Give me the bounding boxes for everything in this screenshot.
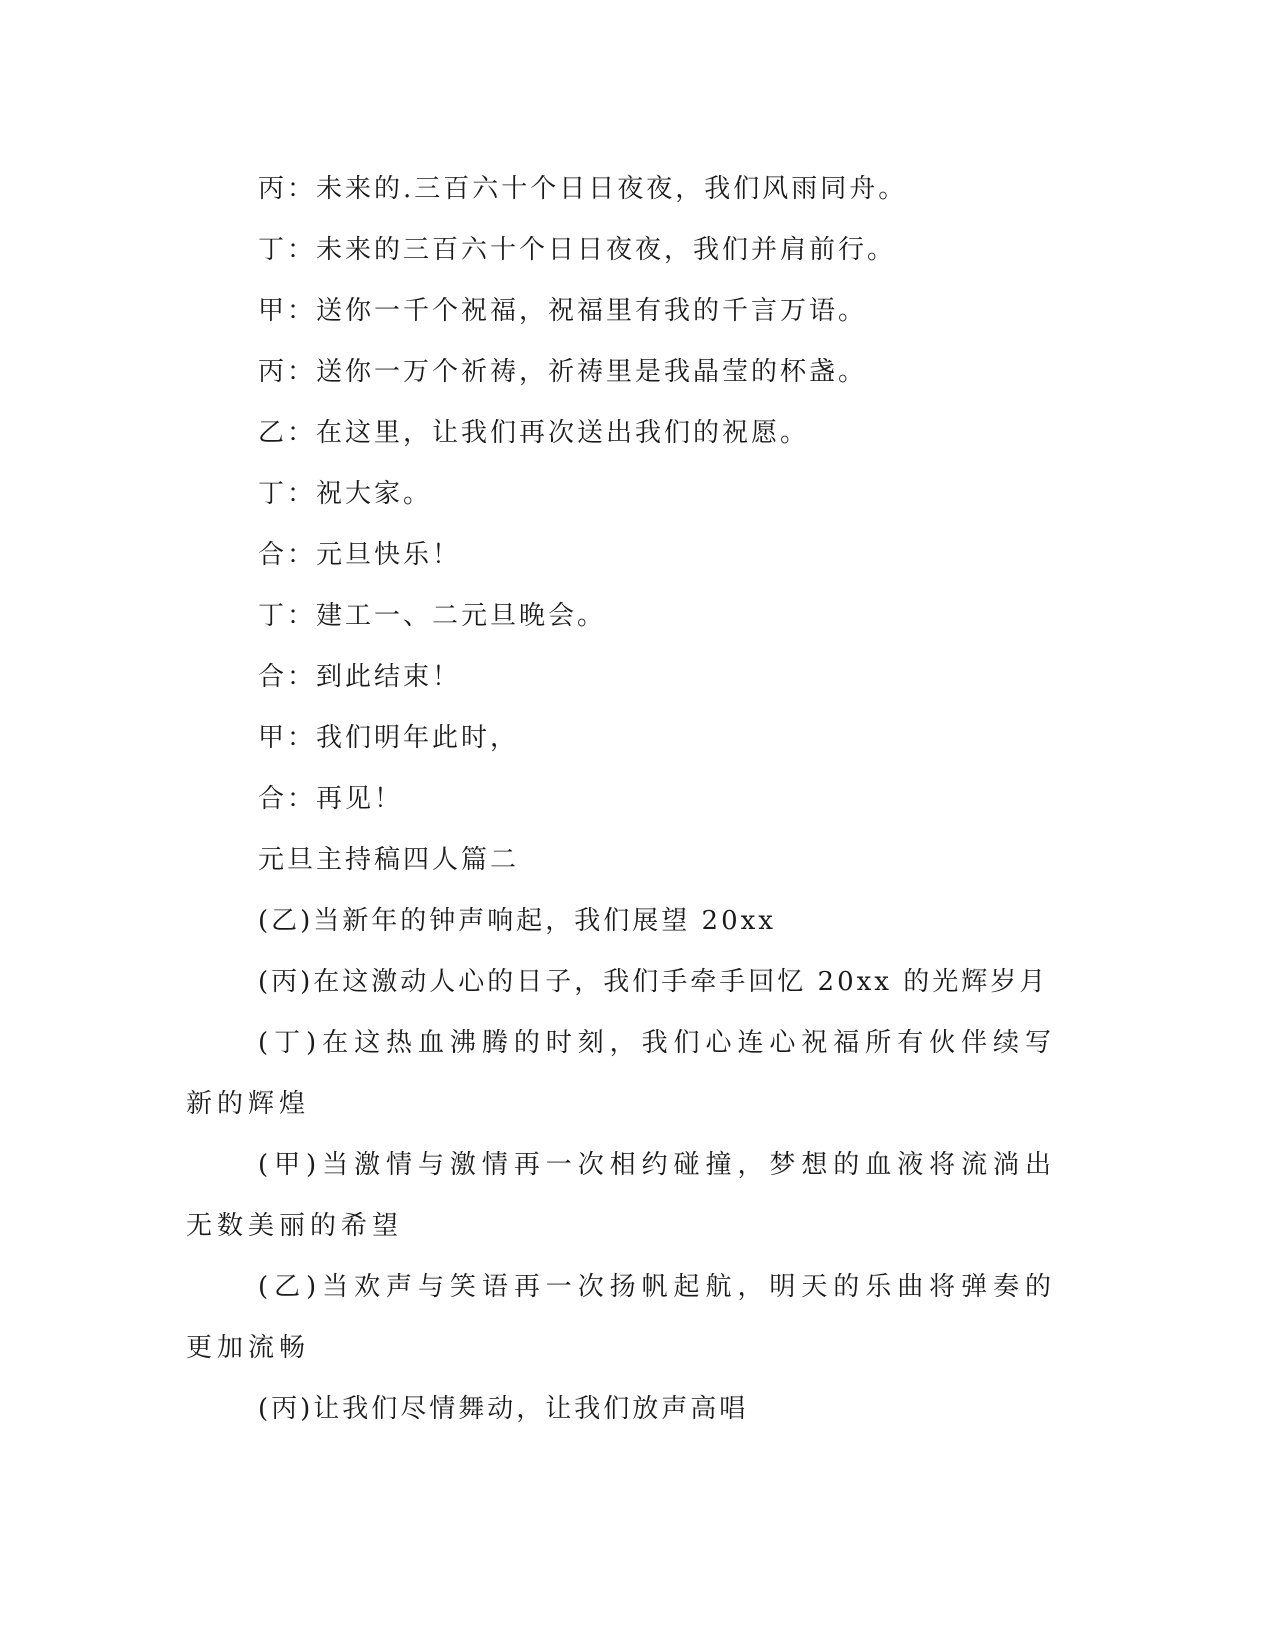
script-line-5: 乙：在这里，让我们再次送出我们的祝愿。 [258,418,810,448]
script-line-1: 丙：未来的.三百六十个日日夜夜，我们风雨同舟。 [258,174,908,204]
script-line-11: 合：再见！ [258,784,404,814]
script-line-7: 合：元旦快乐！ [258,540,462,570]
section-heading: 元旦主持稿四人篇二 [258,845,520,875]
script-line-13: (丙)在这激动人心的日子，我们手牵手回忆 20xx 的光辉岁月 [258,967,1049,997]
script-line-2: 丁：未来的三百六十个日日夜夜，我们并肩前行。 [258,235,897,265]
script-line-4: 丙：送你一万个祈祷，祈祷里是我晶莹的杯盏。 [258,357,868,387]
script-line-10: 甲：我们明年此时， [258,723,520,753]
script-paragraph-1: (丁)在这热血沸腾的时刻，我们心连心祝福所有伙伴续写新的辉煌 [186,1028,1056,1119]
script-line-9: 合：到此结束！ [258,662,462,692]
script-line-6: 丁：祝大家。 [258,479,433,509]
script-line-last: (丙)让我们尽情舞动，让我们放声高唱 [258,1394,749,1424]
script-paragraph-3: (乙)当欢声与笑语再一次扬帆起航，明天的乐曲将弹奏的更加流畅 [186,1272,1056,1363]
script-line-12: (乙)当新年的钟声响起，我们展望 20xx [258,906,776,936]
document-body [186,159,1056,1440]
script-line-8: 丁：建工一、二元旦晚会。 [258,601,607,631]
script-paragraph-2: (甲)当激情与激情再一次相约碰撞，梦想的血液将流淌出无数美丽的希望 [186,1150,1056,1241]
script-line-3: 甲：送你一千个祝福，祝福里有我的千言万语。 [258,296,868,326]
